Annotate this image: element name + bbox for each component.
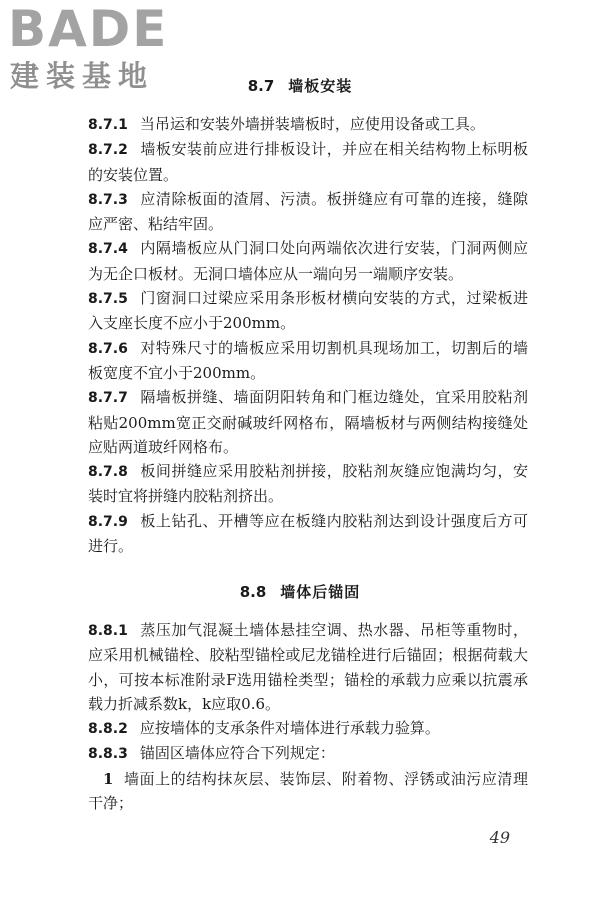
list-item: [88, 767, 528, 816]
section-number: 8.7: [247, 77, 275, 95]
clause-text: 门窗洞口过梁应采用条形板材横向安装的方式，过梁板进入支座长度不应小于200mm。: [88, 289, 528, 333]
clause-number: 8.7.9: [88, 513, 128, 530]
clause: [88, 112, 528, 137]
clause-number: 8.7.6: [88, 340, 128, 357]
clause-text: 应按墙体的支承条件对墙体进行承载力验算。: [139, 719, 440, 738]
list-item-number: 1: [103, 769, 114, 788]
page-number: 49: [489, 828, 510, 847]
clause-text: 内隔墙板应从门洞口处向两端依次进行安装，门洞两侧应为无企口板材。无洞口墙体应从一端向另一端顺序安装。: [88, 239, 528, 283]
clause-text: 墙板安装前应进行排板设计，并应在相关结构物上标明板的安装位置。: [88, 140, 528, 184]
clause: [88, 509, 528, 559]
clause-number: 8.7.8: [88, 464, 128, 481]
clause-number: 8.7.3: [88, 191, 128, 208]
section-title: 墙体后锚固: [280, 583, 361, 601]
section-body-8-8: [88, 618, 528, 815]
logo-subtitle: 建装基地: [10, 59, 155, 93]
clause: [88, 716, 528, 741]
clause-text: 蒸压加气混凝土墙体悬挂空调、热水器、吊柜等重物时，应采用机械锚栓、胶粘型锚栓或尼龙锚栓进行后锚固；根据荷载大小，可按本标准附录F选用锚栓类型；锚栓的承载力应乘以抗震承载力折减系数k，k应取0.6。: [88, 621, 528, 713]
clause: [88, 187, 528, 237]
clause-number: 8.8.3: [88, 746, 128, 763]
clause-number: 8.7.5: [88, 291, 128, 308]
clause: [88, 336, 528, 386]
clause-number: 8.8.1: [88, 623, 128, 639]
clause-text: 当吊运和安装外墙拼装墙板时，应使用设备或工具。: [139, 115, 485, 133]
clause: [88, 385, 528, 459]
clause-text: 应清除板面的渣屑、污渍。板拼缝应有可靠的连接，缝隙应严密、粘结牢固。: [88, 189, 528, 234]
clause: [88, 618, 528, 716]
clause-text: 锚固区墙体应符合下列规定：: [139, 744, 335, 763]
clause: [88, 137, 528, 187]
clause: [88, 286, 528, 336]
clause: [88, 459, 528, 509]
clause: [88, 741, 528, 766]
clause: [88, 236, 528, 286]
clause-number: 8.7.4: [88, 241, 128, 258]
clause-number: 8.7.7: [88, 390, 128, 407]
list-item-text: 墙面上的结构抹灰层、装饰层、附着物、浮锈或油污应清理干净；: [88, 769, 528, 813]
clause-text: 板上钻孔、开槽等应在板缝内胶粘剂达到设计强度后方可进行。: [88, 511, 528, 556]
section-body-8-7: [88, 112, 528, 558]
clause-number: 8.8.2: [88, 721, 128, 738]
logo-brand: BADE: [8, 0, 169, 58]
section-heading-8-8: [0, 582, 600, 602]
section-heading-8-7: [0, 76, 600, 96]
clause-text: 隔墙板拼缝、墙面阴阳转角和门框边缝处，宜采用胶粘剂粘贴200mm宽正交耐碱玻纤网格布，隔墙板材与两侧结构接缝处应贴两道玻纤网格布。: [88, 388, 528, 456]
clause-text: 对特殊尺寸的墙板应采用切割机具现场加工，切割后的墙板宽度不宜小于200mm。: [88, 338, 528, 382]
clause-text: 板间拼缝应采用胶粘剂拼接，胶粘剂灰缝应饱满均匀，安装时宜将拼缝内胶粘剂挤出。: [88, 462, 528, 506]
clause-number: 8.7.2: [88, 142, 128, 159]
section-title: 墙板安装: [288, 77, 353, 95]
section-number: 8.8: [239, 583, 267, 601]
clause-number: 8.7.1: [88, 117, 128, 133]
